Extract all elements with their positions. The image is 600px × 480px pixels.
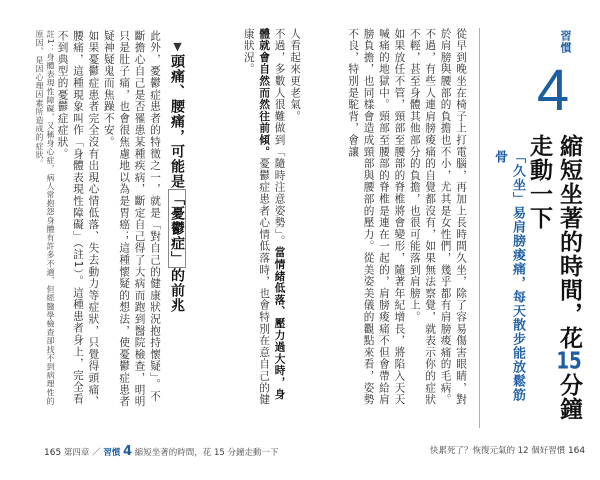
chapter-title — [524, 134, 584, 434]
left-page-body-upper — [190, 28, 302, 408]
heading-boxed: 「憂鬱症」 — [169, 191, 185, 266]
paragraph-1: 從早到晚坐在椅子上打電腦，再加上長時間久坐，除了容易傷害眼睛，對於肩膀與腰部的負擔也不小，尤其是女性們，幾乎都有肩膀痠痛的毛病。不過，有些人連肩膀痠痛的自覺都沒有，如果無法察覺，就表示你的症狀不輕，甚至身體其他部分的負擔，也很可能落到肩膀上。 — [408, 28, 467, 406]
title-part-a: 縮短坐著的時間，花 — [556, 134, 582, 350]
right-footer — [430, 444, 585, 456]
footnote: 註1：身體表現性障礙，又稱身心症，病人常抱怨身體有許多不適，但經醫學檢查卻找不到病理性的原因，是因心理因素所造成的症狀。 — [35, 30, 55, 406]
page-number-left: 165 — [44, 448, 62, 458]
footer-habit-number: 4 — [123, 444, 133, 459]
paragraph-continued: 人看起來更老氣。 — [289, 28, 301, 123]
paragraph-3 — [240, 28, 286, 408]
right-page-body — [318, 28, 468, 410]
habit-label: 習慣 — [559, 30, 572, 54]
paragraph-3-a: 不過，多數人很難做到「隨時注意姿勢」。 — [273, 28, 286, 247]
footer-title: 縮短坐著的時間，花 15 分鐘走動一下 — [134, 448, 279, 458]
footer-habit-label: 習慣 — [103, 448, 121, 458]
heading-pre: 頭痛、腰痛，可能是 — [169, 54, 185, 189]
chapter-subtitle: 「久坐」易肩膀痠痛，每天散步能放鬆筋骨 — [492, 150, 525, 402]
habit-number: 4 — [536, 58, 570, 123]
title-divider — [479, 28, 480, 428]
paragraph-3-c: 憂鬱症患者心情低落時，也會特別在意自己的健康狀況。 — [242, 28, 271, 406]
triangle-icon: ▼ — [171, 40, 184, 54]
paragraph-5: 如果憂鬱症患者完全沒有出現心情低落、失去動力等症狀，只覺得頭痛、腰痛，這種現象叫作「身體表現性障礙」（註1）。這種患者身上，完全看不到典型的憂鬱症症狀。 — [56, 30, 100, 408]
chapter-label: 第四章 — [63, 448, 90, 458]
paragraph-3-bold: 當情緒低落、壓力過大時，身體就會自然而然往前傾。 — [258, 28, 286, 401]
title-number: 15 — [556, 350, 582, 373]
left-page-body-lower — [56, 30, 162, 410]
heading-post: 的前兆 — [169, 268, 185, 313]
book-title-footer: 快累死了？恢復元氣的 12 個好習慣 — [430, 446, 566, 456]
section-heading — [168, 40, 186, 410]
left-footer: 165 第四章 ／ 習慣 4 縮短坐著的時間，花 15 分鐘走動一下 — [44, 444, 279, 459]
paragraph-2: 如果放任不管，頸部至腰部的脊椎將會變形，隨著年紀增長，將陷入天天喊痛的地獄中。頸部至腰部的脊椎是連在一起的，肩膀痠痛不但會帶給肩膀負擔，也同樣會造成頸部與腰部的壓力。從美姿美儀的觀點來看，姿勢不良，特別是駝背，會讓 — [347, 28, 406, 406]
title-part-b: 分鐘走動一下 — [526, 134, 582, 421]
paragraph-4: 此外，憂鬱症患者的特徵之一，就是「對自己的健康狀況抱持懷疑」。不斷擔心自己是否罹患某種疾病，斷定自己得了大病而跑到醫院檢查，明明只是肚子痛，也會很焦慮地以為是胃癌；這種懷疑的想法，使憂鬱症患者疑神疑鬼而焦躁不安。 — [102, 30, 161, 408]
page-number-right: 164 — [567, 446, 586, 456]
